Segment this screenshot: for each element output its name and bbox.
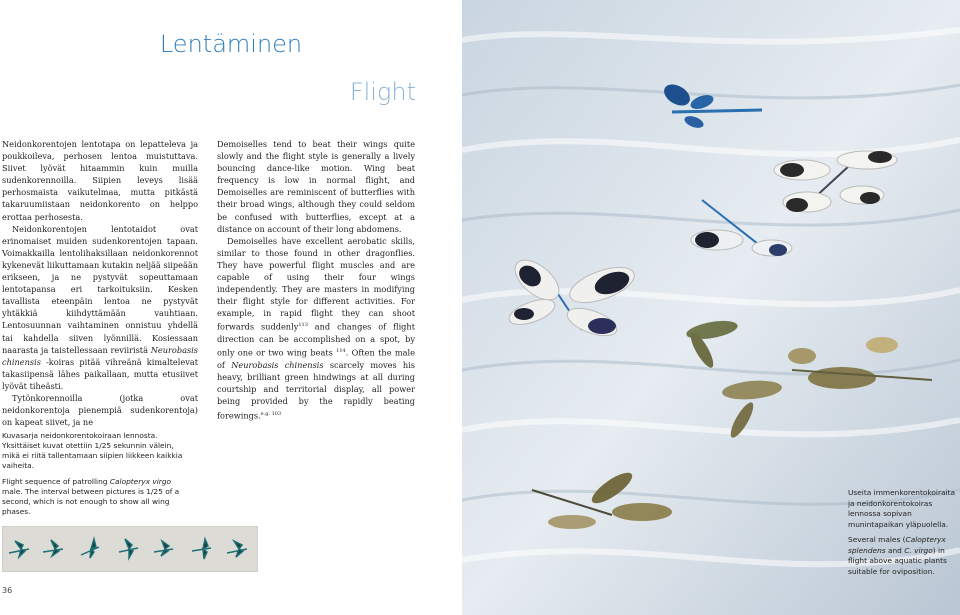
strip-caption-en-2: male. The interval between pictures is xyxy=(2,487,144,496)
finnish-p2-species: Neurobasis chinensis xyxy=(2,344,198,367)
english-paragraph-1: Demoiselles tend to beat their wings quite slowly and the flight style is generally a lively bouncing dance-like motion. Wing beat frequency is low in normal flight, and Demoiselles are reminiscent of butterflies with their broad wings, although they could seldom be confused with butterflies, except at a distance on account of their long abdomens. xyxy=(217,139,415,234)
english-p2-b: and changes of flight direction can be accomplished on a spot, by only one or two wing beats xyxy=(217,322,415,359)
english-column xyxy=(217,138,415,421)
photo-caption-english xyxy=(848,535,958,577)
left-page xyxy=(0,0,462,615)
strip-caption-fi-fraction: 1/25 xyxy=(94,441,112,450)
strip-caption-fi-2: sekunnin välein, mikä ei riitä tallentamaan siipien liikkeen kaikkia vaiheita. xyxy=(2,441,183,470)
english-p2-d: scarcely moves his heavy, brilliant green hindwings at all during courtship and territorial display, all power being provided by the rapidly beating forewings. xyxy=(217,360,415,421)
english-paragraph-2 xyxy=(217,235,415,422)
photo-caption-en-3: ) in flight above aquatic plants suitable for oviposition. xyxy=(848,545,947,576)
strip-caption-fi-1: Kuvasarja neidonkorentokoiraan lennosta. Yksittäiset kuvat otettiin xyxy=(2,431,158,450)
flight-sequence-strip xyxy=(2,526,258,572)
finnish-column xyxy=(2,138,198,428)
flight-sequence-image xyxy=(3,527,257,571)
finnish-paragraph-1: Neidonkorentojen lentotapa on lepatteleva ja poukkoileva, perhosen lentoa muistuttava. Siivet lyövät hitaammin kuin muilla sudenkorennoilla. Siipien leveys lisää perhosmaista vaikutelmaa, mutta pitkästä takaruumiistaan neidonkorento on helppo erottaa perhosesta. xyxy=(2,139,198,222)
strip-caption-en-species: Calopteryx virgo xyxy=(109,477,172,486)
reference-103: e.g. 103 xyxy=(260,410,282,417)
strip-caption-en-1: Flight sequence of patrolling xyxy=(2,477,108,486)
english-p2-c: . Often the male of xyxy=(217,348,415,371)
finnish-paragraph-3: Tytönkorennoilla (jotka ovat neidonkorentoja pienempiä sudenkorentoja) on kapeat siivet, ja ne xyxy=(2,392,198,428)
title-english: Flight xyxy=(349,78,416,106)
strip-caption-finnish xyxy=(2,431,192,471)
finnish-paragraph-2 xyxy=(2,223,198,392)
finnish-p2-end: -koiras pitää vihreänä kimaltelevat takasiipensä lähes paikallaan, mutta etusiivet lyövät tiheästi. xyxy=(2,356,198,391)
reference-114: 114 xyxy=(336,348,346,355)
photo-caption-en-species-2: C. virgo xyxy=(904,545,933,555)
photo-caption-en-species-1: Calopteryx splendens xyxy=(848,535,946,555)
english-p2-species: Neurobasis chinensis xyxy=(231,360,324,371)
strip-caption-english xyxy=(2,477,192,517)
finnish-p2-text: Neidonkorentojen lentotaidot ovat erinomaiset muiden sudenkorentojen tapaan. Voimakkailla lentolihaksillaan neidonkorennot kykenevät liikuttamaan kutakin neljää siipeään erikseen, ja ne pystyvät sopeuttamaan lentotapansa eri tarkoituksiin. Kesken tavallista eteenpäin lentoa ne pystyvät yhtäkkiä kiihdyttämään vauhtiaan. Lentosuunnan vaihtaminen onnistuu yhdellä tai kahdella siiven lyönnillä. Kosiessaan naarasta ja taistellessaan reviiristä xyxy=(2,223,198,355)
english-p2-a: Demoiselles have excellent aerobatic skills, similar to those found in other dragonflies. They have powerful flight muscles and are capable of using their four wings independently. They are masters in modifying their flight style for different activities. For example, in rapid flight they can shoot forwards suddenly xyxy=(217,235,415,333)
page-number: 36 xyxy=(2,586,13,595)
photo-caption-en-2: and xyxy=(887,545,902,555)
strip-caption-en-fraction: 1/25 xyxy=(146,487,163,496)
reference-113: 113 xyxy=(298,322,308,329)
photo-caption-en-1: Several males ( xyxy=(848,535,906,544)
photo-caption-finnish: Useita immenkorentokoiraita ja neidonkorentokoiras lennossa sopivan munintapaikan yläpuolella. xyxy=(848,488,956,529)
title-finnish: Lentäminen xyxy=(159,30,303,58)
strip-caption-en-3: of a second, which is not enough to show all wing phases. xyxy=(2,487,180,516)
